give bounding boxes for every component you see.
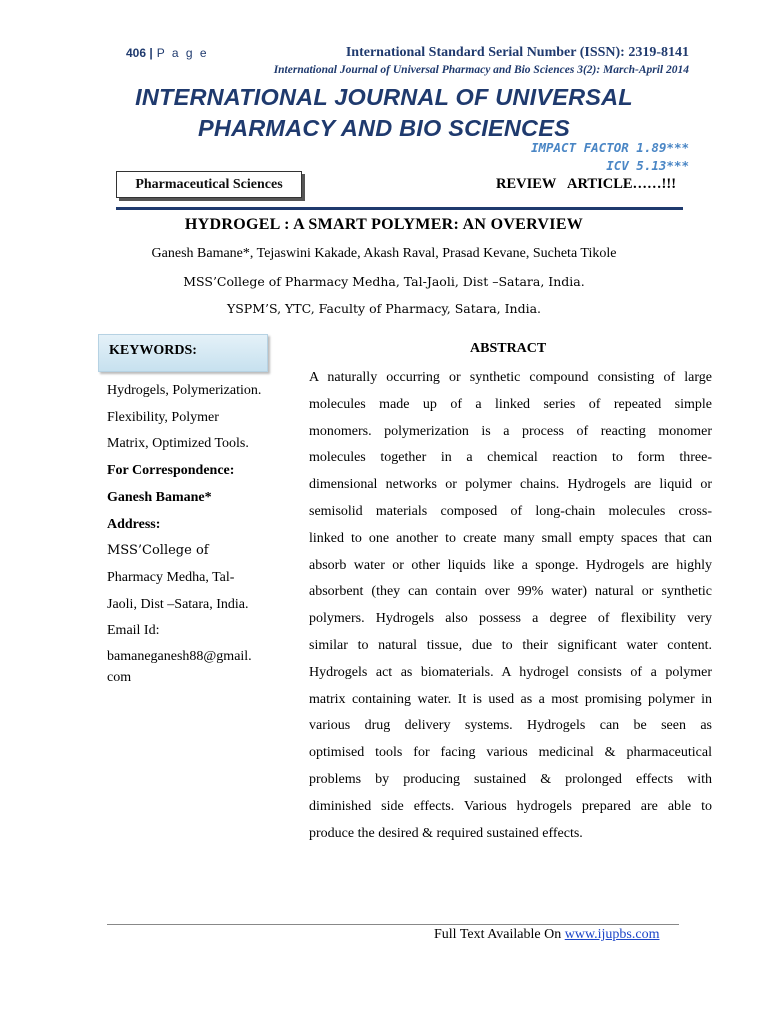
abstract-line: A naturally occurring or synthetic compound consisting of large <box>309 370 712 385</box>
abstract-line: similar to natural tissue, due to their significant water content. <box>309 637 712 653</box>
email-address[interactable] <box>107 647 277 688</box>
abstract-line: matrix containing water. It is used as a most promising polymer in <box>309 691 712 707</box>
page-number <box>126 46 209 60</box>
footer-text: Full Text Available On <box>434 927 562 942</box>
abstract-line: various drug delivery systems. Hydrogels can be seen as <box>309 718 712 734</box>
abstract-line: problems by producing sustained & prolonged effects with <box>309 771 712 787</box>
impact-factor-block <box>531 139 689 175</box>
footer-link[interactable]: www.ijupbs.com <box>564 927 660 942</box>
keywords-line: Flexibility, Polymer <box>107 409 219 425</box>
email-line: com <box>107 669 132 685</box>
journal-title-line1: INTERNATIONAL JOURNAL OF UNIVERSAL <box>135 84 633 110</box>
abstract-line: linked to one another to create many small empty spaces that can <box>309 530 712 546</box>
keywords-line: Matrix, Optimized Tools. <box>107 436 249 452</box>
journal-title-line2: PHARMACY AND BIO SCIENCES <box>198 115 570 141</box>
abstract-line: absorbent (they can contain over 99% water) natural or synthetic <box>309 584 712 600</box>
abstract-line: produce the desired & required sustained effects. <box>309 825 583 841</box>
abstract-body <box>309 365 712 847</box>
keywords-line: Hydrogels, Polymerization. <box>107 383 262 398</box>
correspondence-label: For Correspondence: <box>107 463 235 479</box>
footer <box>434 927 659 943</box>
correspondence-name: Ganesh Bamane* <box>107 489 212 505</box>
email-label: Email Id: <box>107 623 160 639</box>
page-separator: | <box>149 46 153 60</box>
abstract-line: dimensional networks or polymer chains. Hydrogels are liquid or <box>309 477 712 493</box>
address-line: Jaoli, Dist –Satara, India. <box>107 596 249 612</box>
address-label: Address: <box>107 516 161 532</box>
address-line: Pharmacy Medha, Tal- <box>107 569 235 585</box>
affiliation-2: YSPM’S, YTC, Faculty of Pharmacy, Satara, India. <box>226 301 542 316</box>
abstract-line: Hydrogels act as biomaterials. A hydrogel consists of a polymer <box>309 664 712 680</box>
page-word: P a g e <box>156 46 209 60</box>
paper-title: HYDROGEL : A SMART POLYMER: AN OVERVIEW <box>184 216 584 233</box>
abstract-line: absorb water or other liquids like a sponge. Hydrogels are highly <box>309 557 712 573</box>
category-badge: Pharmaceutical Sciences <box>116 171 302 198</box>
keywords-heading: KEYWORDS: <box>98 334 268 372</box>
impact-factor: IMPACT FACTOR 1.89*** <box>530 140 689 155</box>
abstract-line: molecules made up of a linked series of repeated simple <box>309 396 712 412</box>
abstract-line: monomers. polymerization is a process of reacting monomer <box>309 423 712 439</box>
abstract-line: diminished side effects. Various hydrogels prepared are able to <box>309 798 712 814</box>
article-type: REVIEW ARTICLE……!!! <box>496 176 677 192</box>
email-line: bamaneganesh88@gmail. <box>107 649 252 665</box>
abstract-line: molecules together in a chemical reaction to form three- <box>309 450 712 466</box>
abstract-line: semisolid materials composed of long-chain molecules cross- <box>309 503 712 519</box>
issn-line: International Standard Serial Number (ISSN): 2319-8141 <box>345 45 689 60</box>
journal-title <box>0 82 768 144</box>
abstract-line: polymers. Hydrogels also possess a degree of flexibility very <box>309 611 712 627</box>
author-list: Ganesh Bamane*, Tejaswini Kakade, Akash Raval, Prasad Kevane, Sucheta Tikole <box>151 246 617 261</box>
icv-value: ICV 5.13*** <box>606 158 689 173</box>
footer-divider <box>107 924 679 925</box>
sidebar-info <box>107 378 277 688</box>
header-divider <box>116 207 683 210</box>
journal-citation: International Journal of Universal Pharmacy and Bio Sciences 3(2): March-April 2014 <box>273 64 689 76</box>
page-number-value: 406 <box>126 46 147 60</box>
address-line: MSS’College of <box>107 543 209 559</box>
abstract-line: optimised tools for facing various medicinal & pharmaceutical <box>309 745 712 761</box>
affiliation-1: MSS’College of Pharmacy Medha, Tal-Jaoli, Dist –Satara, India. <box>183 274 585 289</box>
abstract-heading: ABSTRACT <box>470 341 547 356</box>
